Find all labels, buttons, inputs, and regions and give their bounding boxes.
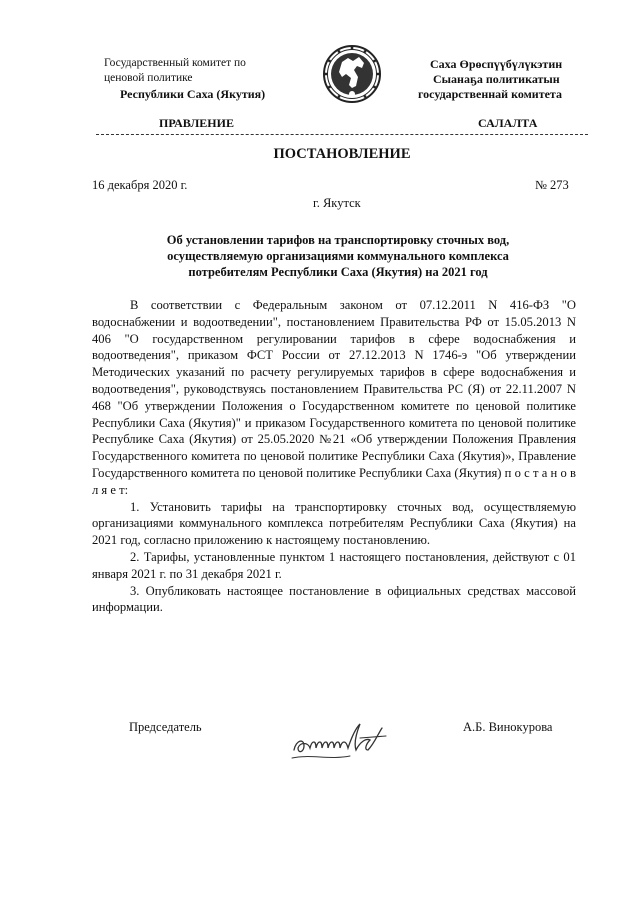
- document-number: № 273: [535, 178, 569, 192]
- resolution-item-2: 2. Тарифы, установленные пунктом 1 настоящего постановления, действуют с 01 января 2021 г. по 31 декабря 2021 г.: [92, 549, 576, 581]
- agency-name-ru-line1: Государственный комитет по: [104, 57, 246, 69]
- agency-name-sakha-line1: Саха Өрөспүүбүлүкэтин: [430, 57, 563, 71]
- document-body: [92, 297, 576, 616]
- resolution-item-1: 1. Установить тарифы на транспортировку сточных вод, осуществляемую организациями коммунального комплекса потребителям Республики Саха (Якутия) на 2021 год, согласно приложению к настоящему постановлению.: [92, 499, 576, 548]
- document-type: ПОСТАНОВЛЕНИЕ: [273, 146, 411, 162]
- agency-name-sakha-line2: Сыанаҕа политикатын: [433, 72, 560, 86]
- resolution-item-3: 3. Опубликовать настоящее постановление в официальных средствах массовой информации.: [92, 583, 576, 615]
- header-divider: [96, 134, 588, 135]
- agency-name-ru-line3: Республики Саха (Якутия): [120, 87, 266, 101]
- agency-name-sakha-line3: государственнай комитета: [418, 87, 562, 101]
- preamble-paragraph: В соответствии с Федеральным законом от 07.12.2011 N 416-ФЗ "О водоснабжении и водоотведении", постановлением Правительства РФ от 15.05.2013 N 406 "О государственном регулировании тарифов в сфере водоснабжения и водоотведения", приказом ФСТ России от 27.12.2013 N 1746-э "Об утверждении Методических указаний по расчету регулируемых тарифов в сфере водоснабжения и водоотведения", руководствуясь постановлением Правительства РС (Я) от 22.11.2007 N 468 "Об утверждении Положения о Государственном комитете по ценовой политике Республики Саха (Якутия)" и приказом Государственного комитета по ценовой политике Республике Саха (Якутия) от 25.05.2020 №21 «Об утверждении Положения Правления Государственного комитета по ценовой политике Республики Саха (Якутия)», Правление Государственного комитета по ценовой политике Республики Саха (Якутия) п о с т а н о в л я е т:: [92, 298, 576, 497]
- unit-label-ru: ПРАВЛЕНИЕ: [159, 116, 234, 130]
- signatory-name: А.Б. Винокурова: [463, 720, 553, 734]
- document-subject: Об установлении тарифов на транспортировку сточных вод, осуществляемую организациями коммунального комплекса потребителям Республики Саха (Якутия) на 2021 год: [166, 233, 510, 279]
- coat-of-arms-icon: [322, 44, 382, 104]
- agency-name-ru-line2: ценовой политике: [104, 72, 193, 84]
- document-place: г. Якутск: [313, 196, 361, 210]
- handwritten-signature: [290, 720, 394, 764]
- signatory-role: Председатель: [129, 720, 202, 734]
- unit-label-sakha: САЛАЛТА: [478, 116, 538, 130]
- document-date: 16 декабря 2020 г.: [92, 178, 188, 192]
